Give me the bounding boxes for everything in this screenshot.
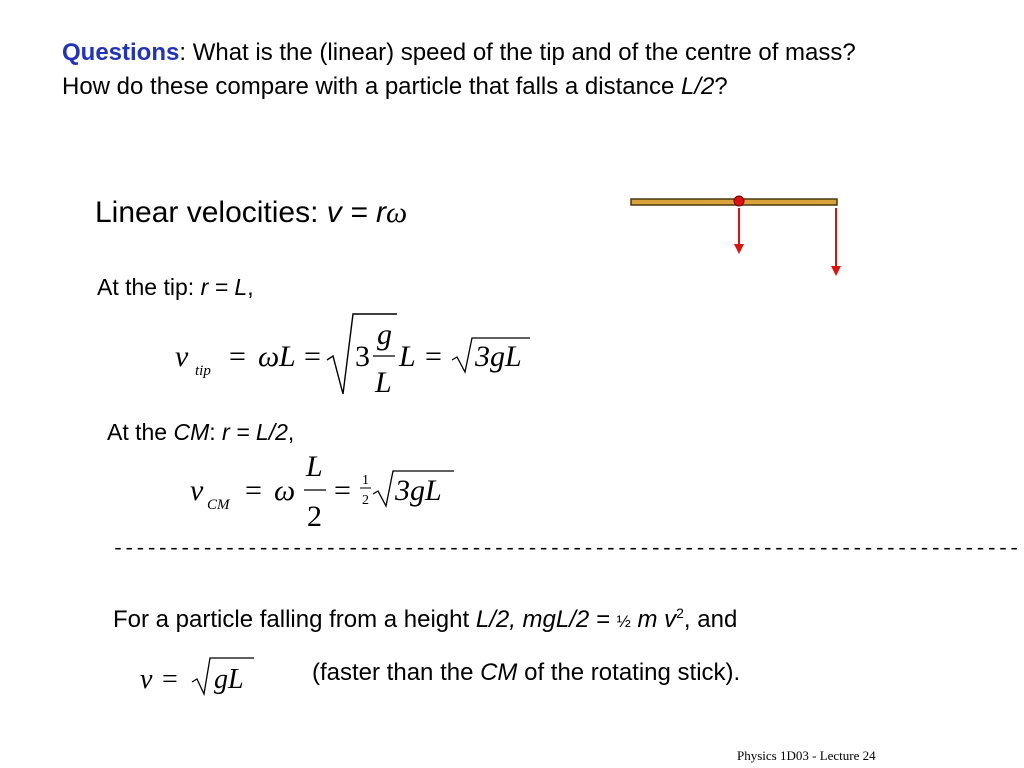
slide-footer: Physics 1D03 - Lecture 24 (737, 748, 876, 763)
particle-height: L/2, mgL/2 (475, 606, 590, 633)
eq-omega: ω (258, 340, 280, 373)
eq-equals-3: = (425, 340, 442, 373)
formula-v: v (326, 196, 342, 229)
linear-velocities-text: Linear velocities: (95, 196, 327, 229)
formula-omega: ω (385, 196, 408, 229)
particle-equation (140, 650, 280, 700)
cm-text: CM (173, 419, 210, 445)
eq-half-den: 2 (362, 493, 369, 508)
eq-three: 3 (355, 340, 370, 373)
eq-equals-2: = (304, 340, 321, 373)
eq-p-equals: = (162, 664, 178, 695)
faster-text-2: of the rotating stick). (517, 659, 741, 686)
cm-equation (190, 450, 480, 536)
eq-result: 3gL (475, 340, 522, 373)
particle-text-2: , and (683, 606, 738, 633)
cm-label (107, 419, 294, 446)
eq-g: g (377, 318, 392, 351)
questions-label: Questions (62, 39, 180, 66)
eq-cm-result: 3gL (395, 474, 442, 507)
eq-p-result: gL (214, 664, 244, 695)
eq-equals-1: = (229, 340, 246, 373)
pivot-point (734, 196, 744, 206)
particle-text-1: For a particle falling from a height (113, 606, 476, 633)
particle-comparison (113, 605, 737, 634)
questions-end: ? (714, 73, 728, 100)
eq-cm-two: 2 (307, 500, 322, 533)
eq-sub-cm: CM (207, 497, 230, 513)
linear-velocities-heading (95, 196, 407, 230)
formula-eq-r: = r (341, 196, 386, 229)
faster-cm: CM (480, 659, 518, 686)
tip-equation (175, 308, 545, 400)
questions-paragraph (62, 36, 902, 104)
tip-label (97, 274, 254, 301)
eq-v: v (175, 340, 189, 373)
particle-half: ½ (616, 612, 631, 631)
questions-distance: L/2 (680, 73, 715, 100)
tip-condition: r = L (200, 274, 248, 300)
eq-p-v: v (140, 664, 153, 695)
cm-suffix: , (287, 419, 295, 445)
cm-condition: r = L/2 (222, 419, 288, 445)
questions-text: What is the (linear) speed of the tip and of the centre of mass? How do these compare with a particle that falls a distance (62, 39, 856, 100)
eq-cm-omega: ω (274, 474, 296, 507)
faster-note (312, 659, 740, 687)
cm-colon: : (209, 419, 223, 445)
particle-eq: = (589, 606, 617, 633)
eq-L: L (279, 340, 296, 373)
eq-cm-equals-2: = (334, 474, 351, 507)
cm-arrowhead (734, 244, 744, 254)
eq-v-cm: v (190, 474, 204, 507)
cm-prefix: At the (107, 419, 174, 445)
particle-exponent: 2 (676, 605, 684, 621)
eq-L-after: L (399, 340, 416, 373)
tip-prefix: At the tip: (97, 274, 201, 300)
eq-L-denominator: L (375, 366, 392, 399)
eq-sub-tip: tip (195, 363, 211, 379)
questions-colon: : (179, 39, 187, 66)
separator-line: --------------------------------------------------------------------------------- (112, 538, 1020, 561)
eq-cm-equals-1: = (245, 474, 262, 507)
eq-cm-L: L (306, 450, 323, 483)
rotating-stick-diagram (620, 186, 850, 286)
particle-mv: m v (630, 606, 677, 633)
tip-suffix: , (247, 274, 254, 300)
eq-half-num: 1 (362, 473, 369, 488)
faster-text-1: (faster than the (312, 659, 481, 686)
tip-arrowhead (831, 266, 841, 276)
